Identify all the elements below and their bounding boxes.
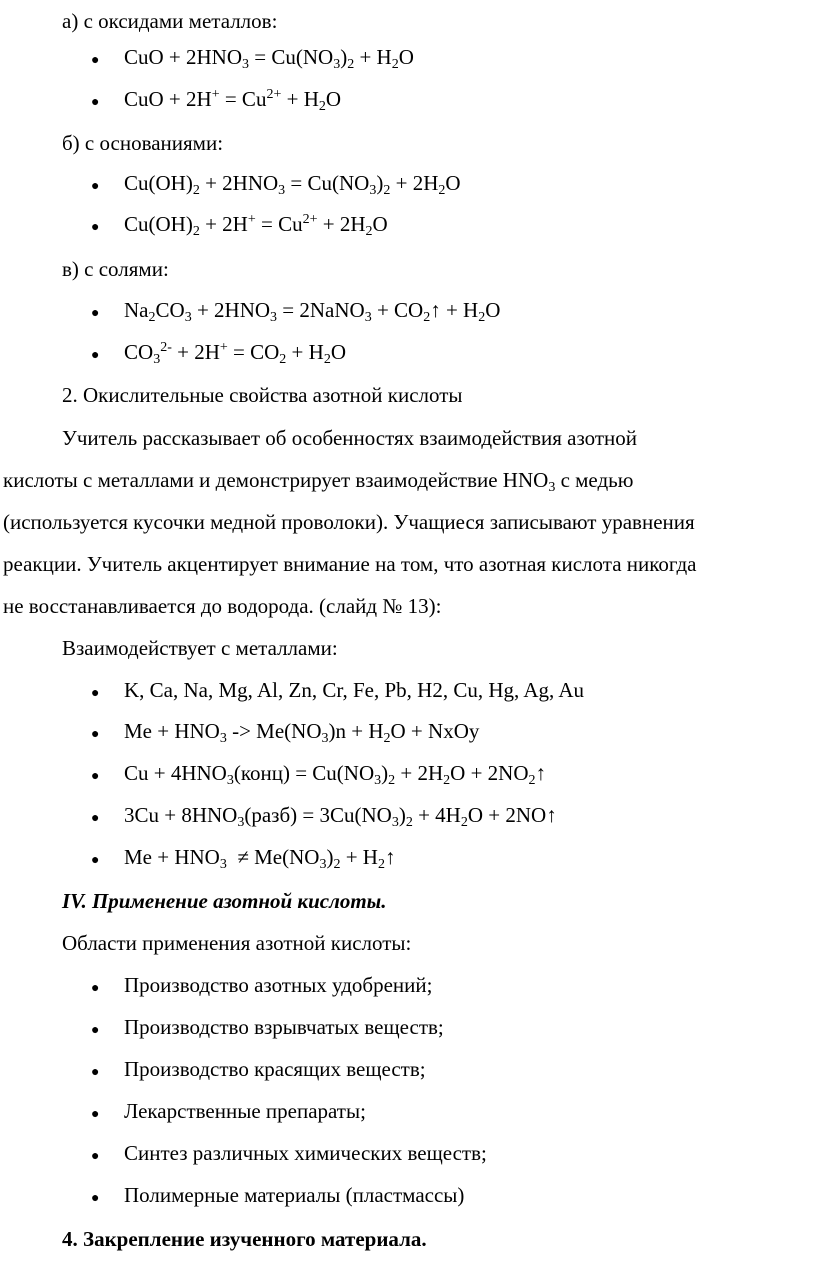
section4-roman-heading: IV. Применение азотной кислоты. bbox=[62, 889, 387, 913]
bullet-dot-icon: ● bbox=[91, 220, 100, 235]
up-arrow-icon: ↑ bbox=[430, 298, 441, 322]
application-item: Синтез различных химических веществ; bbox=[124, 1141, 487, 1165]
not-equal-icon: ≠ bbox=[237, 845, 249, 869]
metals-heading: Взаимодействует с металлами: bbox=[62, 636, 338, 660]
bullet-dot-icon: ● bbox=[91, 1065, 100, 1080]
bullet-dot-icon: ● bbox=[91, 811, 100, 826]
up-arrow-icon: ↑ bbox=[535, 761, 546, 785]
bullet-dot-icon: ● bbox=[91, 1149, 100, 1164]
equation-no-hydrogen: $Me + HNO_3 \ne Me(NO_3)_2$ + $H_2↑$ bbox=[124, 845, 396, 872]
paragraph-line: Учитель рассказывает об особенностях взаимодействия азотной bbox=[62, 426, 638, 450]
equation-cuoh2-ionic: $Cu(OH)_2 + 2H^+ = Cu^{2+} + 2H_2O$ bbox=[124, 212, 388, 239]
bases-heading: б) с основаниями: bbox=[62, 131, 224, 155]
paragraph-line: (используется кусочки медной проволоки). Учащиеся записывают уравнения bbox=[3, 510, 695, 534]
metals-list: K, Ca, Na, Mg, Al, Zn, Cr, Fe, Pb, H2, Cu, Hg, Ag, Au bbox=[124, 678, 585, 702]
bullet-dot-icon: ● bbox=[91, 179, 100, 194]
paragraph-line: кислоты с металлами и демонстрирует взаимодействие $HNO_3$ с медью bbox=[3, 468, 634, 495]
bullet-dot-icon: ● bbox=[91, 686, 100, 701]
application-item: Лекарственные препараты; bbox=[124, 1099, 366, 1123]
bullet-dot-icon: ● bbox=[91, 53, 100, 68]
bullet-dot-icon: ● bbox=[91, 1191, 100, 1206]
equation-cu-concentrated: $Cu + 4HNO_3(конц) = Cu(NO_3)_2 + 2H_2O$ + $2NO_2↑$ bbox=[124, 761, 546, 788]
paragraph-line: не восстанавливается до водорода. (слайд № 13): bbox=[3, 594, 442, 618]
section2-heading: 2. Окислительные свойства азотной кислоты bbox=[62, 383, 463, 407]
applications-heading: Области применения азотной кислоты: bbox=[62, 931, 412, 955]
acid-oxides-heading: а) с оксидами металлов: bbox=[62, 9, 278, 33]
bullet-dot-icon: ● bbox=[91, 981, 100, 996]
equation-cuo-molecular: CuO + $2HNO_3 = Cu(NO_3)_2 + H_2O$ bbox=[124, 45, 414, 72]
equation-cuo-ionic: CuO + $2H^+ = Cu^{2+} + H_2O$ bbox=[124, 87, 342, 114]
bullet-dot-icon: ● bbox=[91, 853, 100, 868]
bullet-dot-icon: ● bbox=[91, 1023, 100, 1038]
bullet-dot-icon: ● bbox=[91, 769, 100, 784]
application-item: Полимерные материалы (пластмассы) bbox=[124, 1183, 465, 1207]
bullet-dot-icon: ● bbox=[91, 306, 100, 321]
equation-co3-ionic: $CO_3^{2-} + 2H^+ = CO_2 + H_2O$ bbox=[124, 340, 346, 367]
paragraph-line: реакции. Учитель акцентирует внимание на том, что азотная кислота никогда bbox=[3, 552, 697, 576]
up-arrow-icon: ↑ bbox=[384, 845, 396, 869]
application-item: Производство азотных удобрений; bbox=[124, 973, 433, 997]
bullet-dot-icon: ● bbox=[91, 727, 100, 742]
equation-cu-dilute: $3Cu + 8HNO_3(разб) = 3Cu(NO_3)_2 + 4H_2O$ + 2NO↑ bbox=[124, 803, 557, 830]
application-item: Производство красящих веществ; bbox=[124, 1057, 426, 1081]
equation-cuoh2-molecular: $Cu(OH)_2 + 2HNO_3 = Cu(NO_3)_2 + 2H_2O$ bbox=[124, 171, 461, 198]
salts-heading: в) с солями: bbox=[62, 257, 169, 281]
bullet-dot-icon: ● bbox=[91, 95, 100, 110]
equation-metal-general: $Me + HNO_3 -> Me(NO_3)n + H_2O$ + NxOy bbox=[124, 719, 480, 746]
application-item: Производство взрывчатых веществ; bbox=[124, 1015, 444, 1039]
bullet-dot-icon: ● bbox=[91, 1107, 100, 1122]
bullet-dot-icon: ● bbox=[91, 348, 100, 363]
final-heading: 4. Закрепление изученного материала. bbox=[62, 1227, 427, 1251]
equation-na2co3-molecular: $Na_2CO_3 + 2HNO_3$ = 2NaNO$_3$ + $CO_2↑ + H_2O$ bbox=[124, 298, 501, 325]
up-arrow-icon: ↑ bbox=[546, 803, 557, 827]
